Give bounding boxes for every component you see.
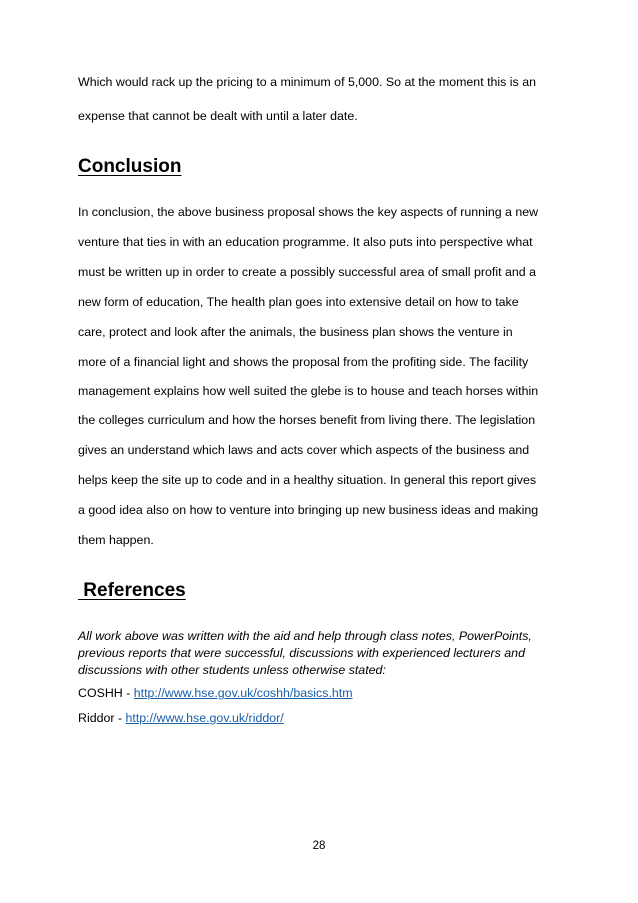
conclusion-heading: Conclusion [78,156,182,177]
conclusion-line: management explains how well suited the glebe is to house and teach horses within [78,384,539,398]
coshh-link[interactable]: http://www.hse.gov.uk/coshh/basics.htm [133,686,353,700]
references-heading: References [78,580,186,601]
conclusion-line: In conclusion, the above business proposal shows the key aspects of running a new [78,205,539,219]
page-number: 28 [312,840,326,852]
conclusion-line: must be written up in order to create a possibly successful area of small profit and a [78,265,536,279]
reference-label: COSHH - [78,686,134,700]
intro-line: Which would rack up the pricing to a minimum of 5,000. So at the moment this is an [78,75,536,89]
intro-line: expense that cannot be dealt with until a later date. [78,109,358,123]
reference-riddor [78,711,284,725]
conclusion-line: gives an understand which laws and acts cover which aspects of the business and [78,443,530,457]
conclusion-line: them happen. [78,533,154,547]
conclusion-line: venture that ties in with an education programme. It also puts into perspective what [78,235,533,249]
conclusion-line: helps keep the site up to code and in a healthy situation. In general this report gives [78,473,537,487]
conclusion-line: a good idea also on how to venture into bringing up new business ideas and making [78,503,539,517]
riddor-link[interactable]: http://www.hse.gov.uk/riddor/ [125,711,284,725]
conclusion-line: the colleges curriculum and how the horses benefit from living there. The legislation [78,413,536,427]
references-note: All work above was written with the aid and help through class notes, PowerPoints, previous reports that were successful, discussions with experienced lecturers and discussions with other students unless otherwise stated: [78,629,532,677]
reference-label: Riddor - [78,711,126,725]
reference-coshh [78,686,353,700]
conclusion-line: new form of education, The health plan goes into extensive detail on how to take [78,295,519,309]
conclusion-line: care, protect and look after the animals, the business plan shows the venture in [78,325,513,339]
conclusion-line: more of a financial light and shows the proposal from the profiting side. The facility [78,355,529,369]
